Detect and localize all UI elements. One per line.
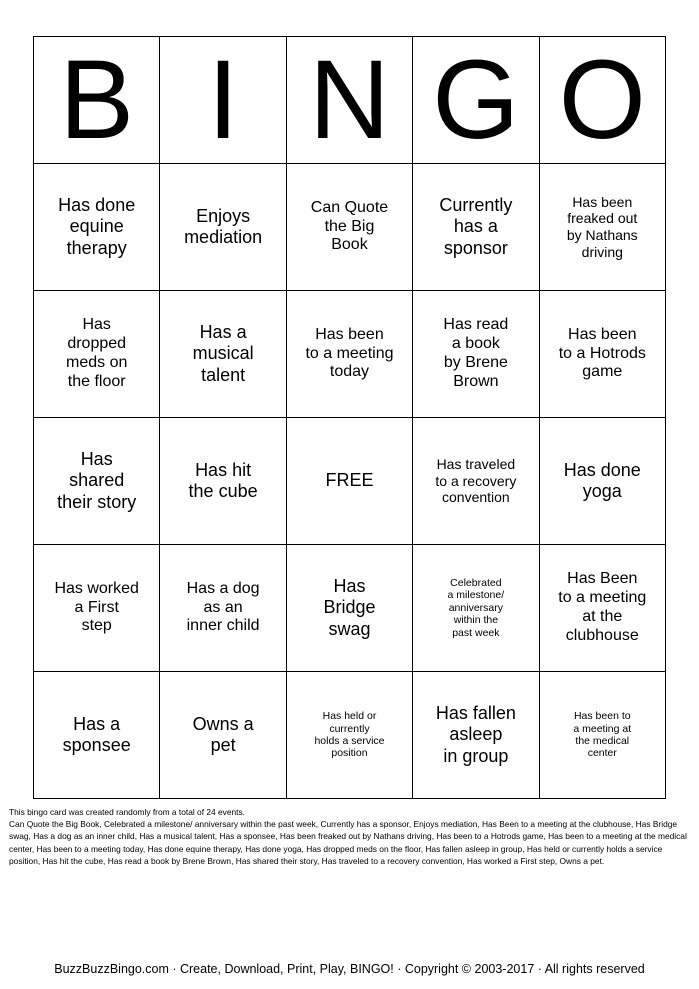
bingo-cell: Has fallen asleep in group	[413, 672, 539, 799]
bingo-cell: Currently has a sponsor	[413, 164, 539, 291]
bingo-cell: Has dropped meds on the floor	[34, 291, 160, 418]
bingo-cell: Has a dog as an inner child	[160, 545, 286, 672]
event-count-text: This bingo card was created randomly from a total of 24 events.	[9, 807, 246, 817]
bingo-row-1	[34, 164, 666, 291]
bingo-cell: Has done yoga	[539, 418, 665, 545]
bingo-header-row	[34, 37, 666, 164]
header-letter-g: G	[413, 37, 539, 164]
bingo-cell: Has held or currently holds a service position	[286, 672, 412, 799]
bingo-cell: Has been to a meeting at the medical center	[539, 672, 665, 799]
bingo-cell: Owns a pet	[160, 672, 286, 799]
bingo-cell: Enjoys mediation	[160, 164, 286, 291]
bingo-cell: Has a sponsee	[34, 672, 160, 799]
event-list-text: Can Quote the Big Book, Celebrated a milestone/ anniversary within the past week, Currently has a sponsor, Enjoys mediation, Has Been to a meeting at the clubhouse, Has Bridge swag, Has a dog as an inner child, Has a musical talent, Has a sponsee, Has been freaked out by Nathans driving, Has been to a Hotrods game, Has been to a meeting at the medical center, Has been to a meeting today, Has done equine therapy, Has done yoga, Has dropped meds on the floor, Has fallen asleep in group, Has held or currently holds a service position, Has hit the cube, Has read a book by Brene Brown, Has shared their story, Has traveled to a recovery convention, Has worked a First step, Owns a pet.	[9, 819, 687, 866]
bingo-cell: Has done equine therapy	[34, 164, 160, 291]
header-letter-o: O	[539, 37, 665, 164]
bingo-cell: Has been to a meeting today	[286, 291, 412, 418]
bingo-card	[33, 36, 666, 799]
event-list-note	[9, 806, 689, 867]
bingo-row-5	[34, 672, 666, 799]
header-letter-b: B	[34, 37, 160, 164]
bingo-cell: Has read a book by Brene Brown	[413, 291, 539, 418]
bingo-cell: Has worked a First step	[34, 545, 160, 672]
bingo-cell: Has hit the cube	[160, 418, 286, 545]
bingo-cell: Has Been to a meeting at the clubhouse	[539, 545, 665, 672]
bingo-cell: Can Quote the Big Book	[286, 164, 412, 291]
header-letter-n: N	[286, 37, 412, 164]
bingo-row-2	[34, 291, 666, 418]
bingo-cell: Has been freaked out by Nathans driving	[539, 164, 665, 291]
bingo-cell: Has been to a Hotrods game	[539, 291, 665, 418]
copyright-footer: BuzzBuzzBingo.com · Create, Download, Print, Play, BINGO! · Copyright © 2003-2017 · All rights reserved	[54, 962, 645, 976]
bingo-row-4	[34, 545, 666, 672]
header-letter-i: I	[160, 37, 286, 164]
bingo-cell: Has traveled to a recovery convention	[413, 418, 539, 545]
bingo-cell: Celebrated a milestone/ anniversary within the past week	[413, 545, 539, 672]
bingo-row-3	[34, 418, 666, 545]
bingo-cell: Has a musical talent	[160, 291, 286, 418]
bingo-cell: Has Bridge swag	[286, 545, 412, 672]
free-space: FREE	[286, 418, 412, 545]
bingo-cell: Has shared their story	[34, 418, 160, 545]
